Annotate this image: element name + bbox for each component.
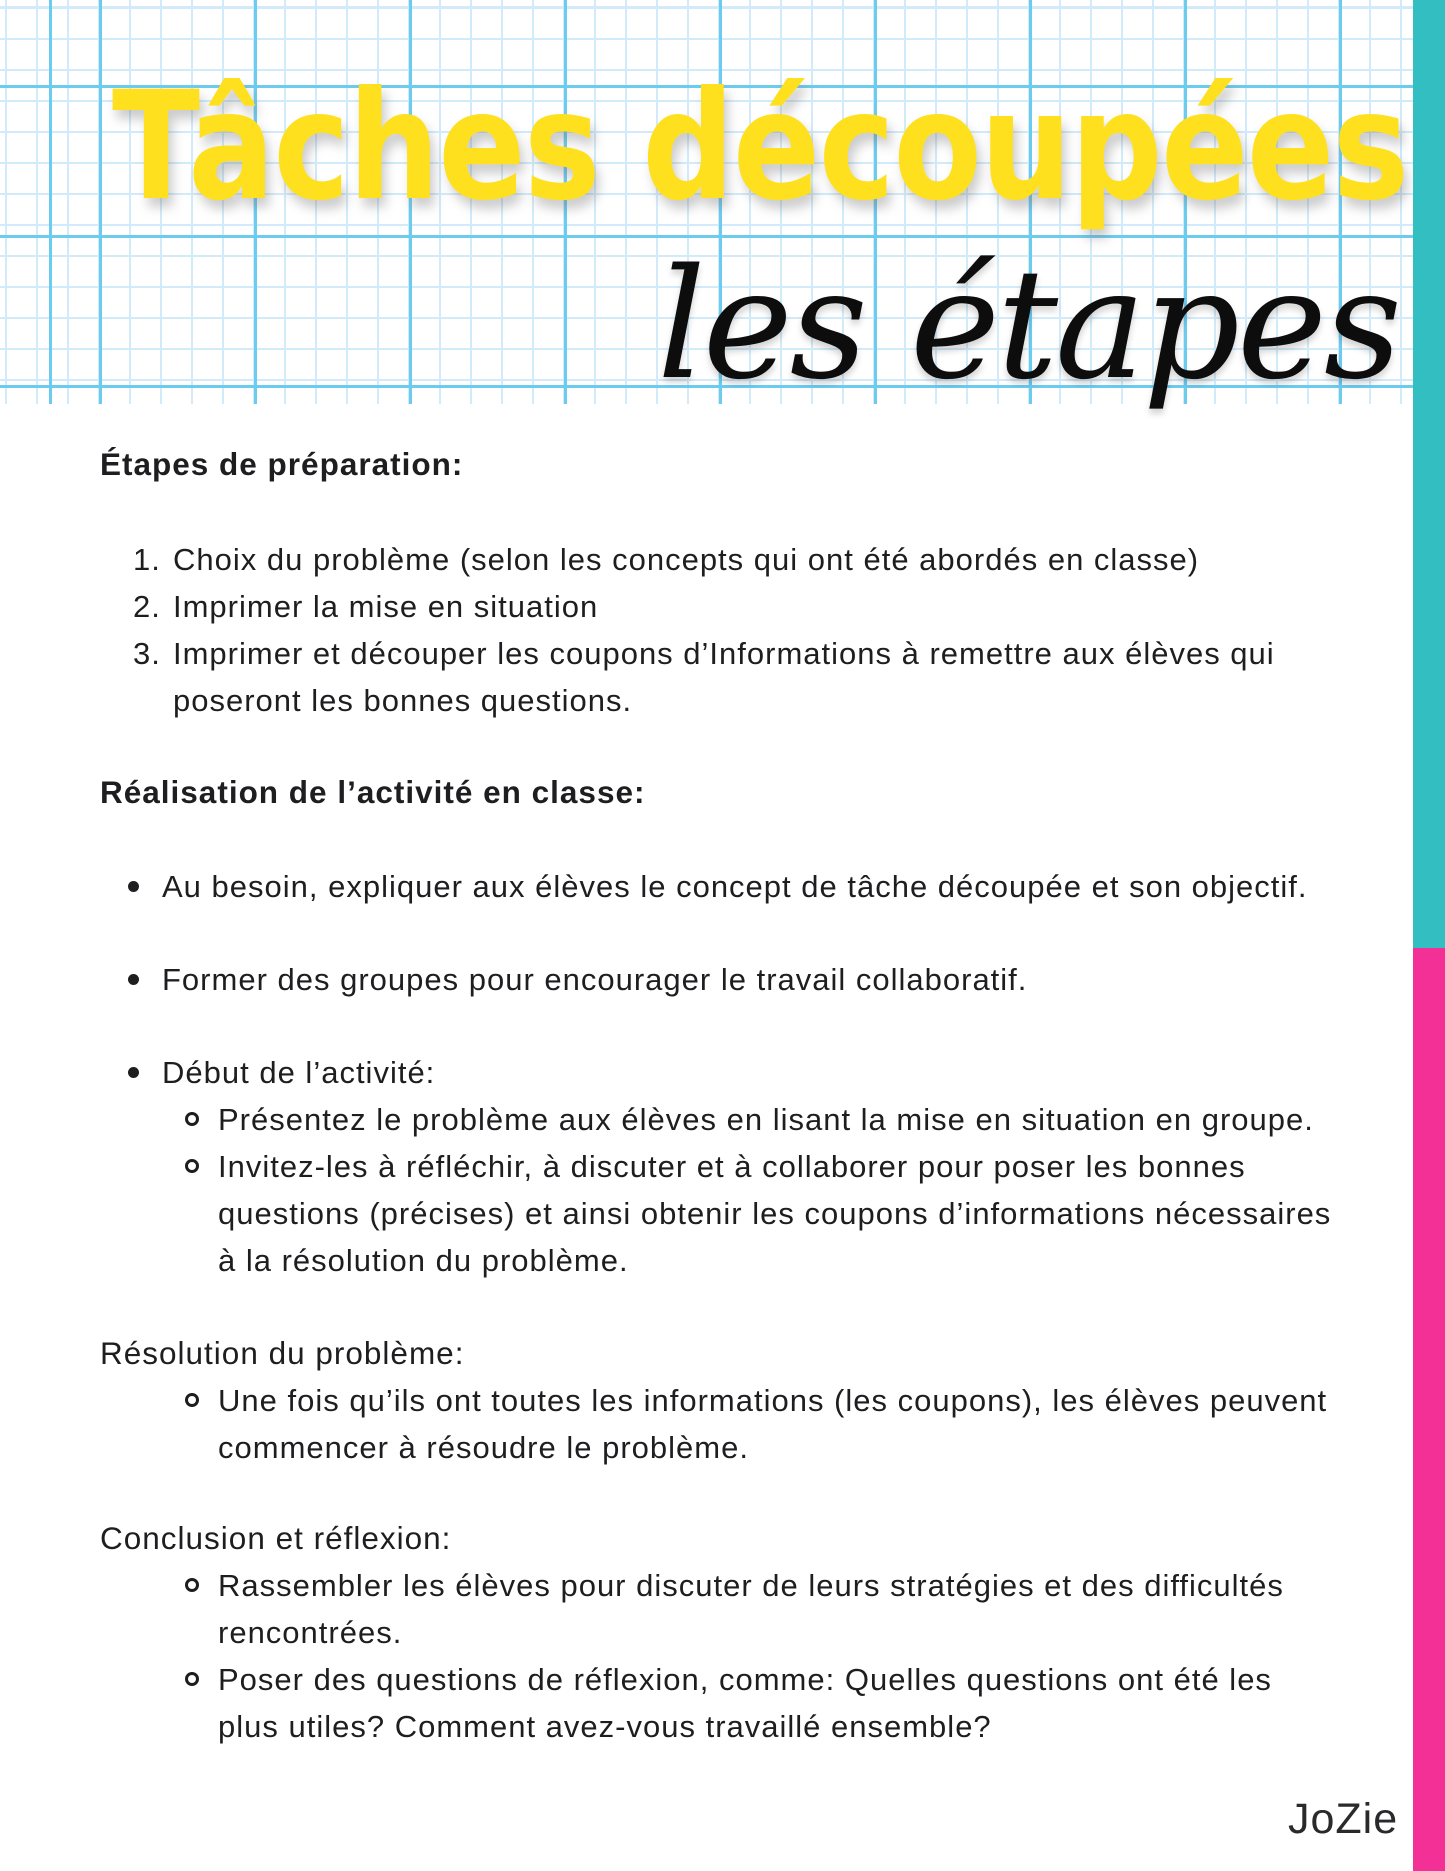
sub-bullet-circle-icon bbox=[185, 1672, 199, 1686]
sub-bullet-item bbox=[100, 1096, 1360, 1143]
sub-bullet-text: Poser des questions de réflexion, comme: Quelles questions ont été les plus utiles? Comment avez-vous travaillé ensemble? bbox=[218, 1662, 1272, 1744]
bullet-text: Former des groupes pour encourager le travail collaboratif. bbox=[162, 962, 1028, 997]
numbered-step bbox=[100, 583, 1360, 630]
resolution-sub-list bbox=[100, 1377, 1360, 1471]
sub-bullet-text: Présentez le problème aux élèves en lisant la mise en situation en groupe. bbox=[218, 1102, 1314, 1137]
bullet-text: Au besoin, expliquer aux élèves le concept de tâche découpée et son objectif. bbox=[162, 869, 1308, 904]
step-number: 3. bbox=[133, 636, 161, 671]
step-text: Imprimer et découper les coupons d’Informations à remettre aux élèves qui poseront les bonnes questions. bbox=[173, 636, 1275, 718]
bullet-item bbox=[100, 956, 1360, 1003]
numbered-step bbox=[100, 630, 1360, 724]
sub-bullet-item bbox=[100, 1562, 1360, 1656]
section-resolution bbox=[100, 1330, 1360, 1471]
page-title: Tâches découpées bbox=[112, 60, 1408, 234]
graph-paper-header bbox=[0, 0, 1445, 413]
bullet-text: Début de l’activité: bbox=[162, 1055, 436, 1090]
bullet-dot-icon bbox=[128, 1067, 139, 1078]
teal-side-bar bbox=[1413, 0, 1445, 948]
step-text: Imprimer la mise en situation bbox=[173, 589, 599, 624]
sub-bullet-text: Une fois qu’ils ont toutes les informations (les coupons), les élèves peuvent commencer à résoudre le problème. bbox=[218, 1383, 1328, 1465]
section-conclusion bbox=[100, 1515, 1360, 1750]
numbered-step bbox=[100, 536, 1360, 583]
conclusion-sub-list bbox=[100, 1562, 1360, 1750]
page-subtitle-script: les étapes bbox=[657, 236, 1399, 413]
sub-bullet-circle-icon bbox=[185, 1393, 199, 1407]
sub-bullet-circle-icon bbox=[185, 1159, 199, 1173]
bullet-dot-icon bbox=[128, 881, 139, 892]
section-heading-preparation: Étapes de préparation: bbox=[100, 446, 464, 482]
bullet-item bbox=[100, 863, 1360, 910]
section-heading-resolution: Résolution du problème: bbox=[100, 1335, 465, 1371]
sub-bullet-text: Rassembler les élèves pour discuter de leurs stratégies et des difficultés rencontrées. bbox=[218, 1568, 1284, 1650]
step-number: 2. bbox=[133, 589, 161, 624]
sub-bullet-item bbox=[100, 1143, 1360, 1284]
sub-bullet-circle-icon bbox=[185, 1578, 199, 1592]
bullet-dot-icon bbox=[128, 974, 139, 985]
step-text: Choix du problème (selon les concepts qui ont été abordés en classe) bbox=[173, 542, 1200, 577]
step-number: 1. bbox=[133, 542, 161, 577]
debut-sub-list bbox=[100, 1096, 1360, 1284]
section-heading-conclusion: Conclusion et réflexion: bbox=[100, 1520, 452, 1556]
preparation-steps-list bbox=[100, 536, 1360, 724]
bullet-item bbox=[100, 1049, 1360, 1284]
signature: JoZie bbox=[1288, 1795, 1399, 1843]
sub-bullet-circle-icon bbox=[185, 1112, 199, 1126]
pink-side-bar bbox=[1413, 948, 1445, 1871]
sub-bullet-text: Invitez-les à réfléchir, à discuter et à collaborer pour poser les bonnes questions (précises) et ainsi obtenir les coupons d’informations nécessaires à la résolution du problème. bbox=[218, 1149, 1332, 1278]
sub-bullet-item bbox=[100, 1377, 1360, 1471]
sub-bullet-item bbox=[100, 1656, 1360, 1750]
section-heading-realisation: Réalisation de l’activité en classe: bbox=[100, 774, 646, 810]
document-body bbox=[100, 441, 1360, 1794]
realisation-bullet-list bbox=[100, 863, 1360, 1284]
